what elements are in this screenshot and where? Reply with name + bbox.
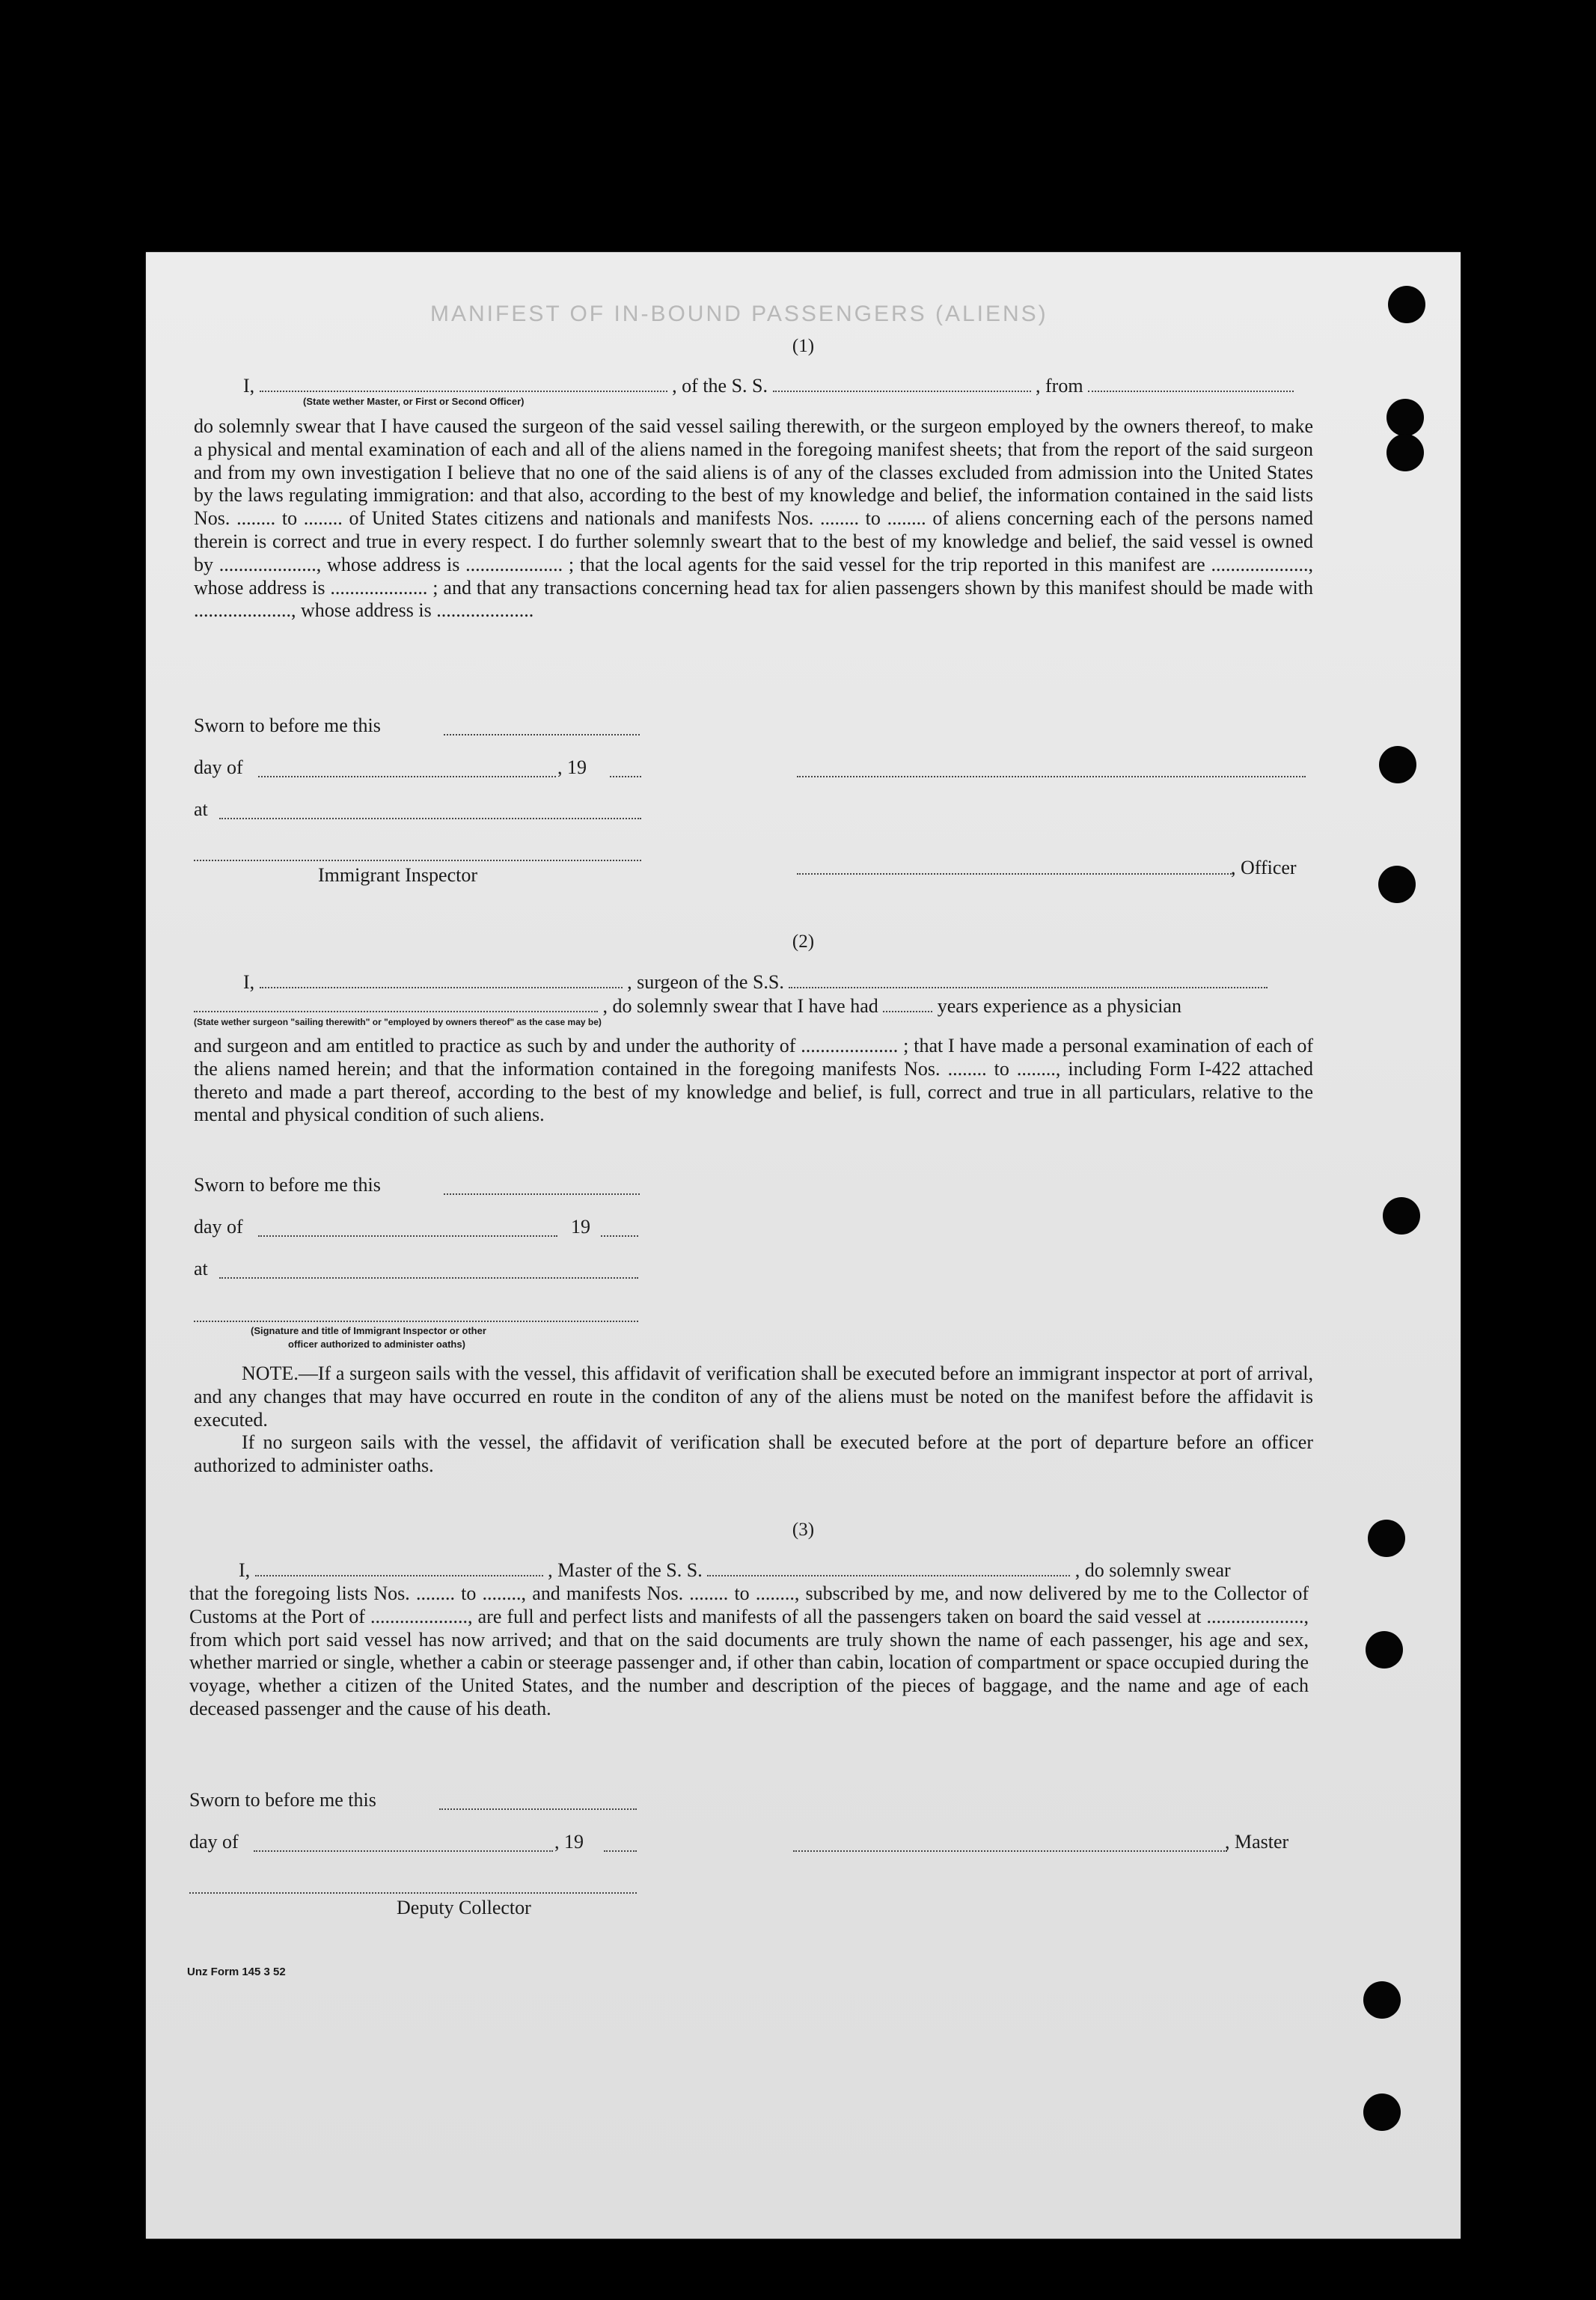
s1-from: , from [1036, 375, 1083, 397]
s3-sworn-label: Sworn to before me this [189, 1789, 376, 1811]
s1-ship-field[interactable] [773, 374, 1031, 392]
section-1-number: (1) [792, 336, 815, 356]
s1-body: do solemnly swear that I have caused the surgeon of the said vessel sailing therewith, or the surgeon employed by the owners thereof, to make a physical and mental examination of each and all of the aliens named in the foregoing manifest sheets; that from the report of the said surgeon and from my own investigation I believe that no one of the said aliens is of any of the classes excluded from admission into the United States by the laws regulating immigration: and that also, according to the best of my knowledge and belief, the information contained in the said lists Nos. ........ to ........ of United States citizens and nationals and manifests Nos. ........ to ........ of aliens concerning each of the persons named therein is correct and true in every respect. I do further solemnly sweart that to the best of my knowledge and belief, the said vessel is owned by ...................., whose address is .................... ; that the local agents for the said vessel for the trip reported in this manifest are ...................., whose address is .................... ; and that any transactions concerning head tax for alien passengers shown by this manifest should be made with ...................., whose address is .................... [194, 415, 1313, 622]
s1-inspector-label: Immigrant Inspector [318, 864, 477, 886]
s2-years: years experience as a physician [937, 995, 1182, 1017]
s3-sworn-field[interactable] [439, 1792, 637, 1810]
s2-sworn-label: Sworn to before me this [194, 1174, 381, 1196]
s1-from-field[interactable] [1088, 374, 1294, 392]
s1-year-label: , 19 [557, 756, 587, 778]
binder-hole-icon [1363, 2093, 1401, 2131]
section-3-number: (3) [792, 1520, 815, 1540]
s2-line1 [243, 970, 1268, 994]
s3-i: I, [239, 1559, 251, 1581]
binder-hole-icon [1368, 1520, 1405, 1557]
s1-at-label: at [194, 798, 208, 820]
s3-line1 [239, 1559, 1231, 1582]
s1-inspector-sig-field[interactable] [194, 843, 641, 861]
s2-ship-field[interactable] [789, 970, 1268, 988]
s2-surgeon-note: (State wether surgeon "sailing therewith" or "employed by owners thereof" as the case may be) [194, 1017, 602, 1027]
s3-body: that the foregoing lists Nos. ........ to ........, and manifests Nos. ........ to ........, subscribed by me, and now delivered by me to the Collector of Customs at the Port of ...................., are full and perfect lists and manifests of all the passengers taken on board the said vessel at ...................., from which port said vessel has now arrived; and that on the said documents are truly shown the name of each passenger, his age and sex, whether married or single, whether a cabin or steerage passenger and, if other than cabin, location of compartment or space occupied during the voyage, whether a citizen of the United States, and the number and description of the pieces of baggage, and the name and age of each deceased passenger and the cause of his death. [189, 1582, 1309, 1719]
s2-year-field[interactable] [601, 1219, 638, 1237]
s2-sig-note-2: officer authorized to administer oaths) [288, 1339, 465, 1350]
s3-master-of: , Master of the S. S. [548, 1559, 703, 1581]
s2-years-field[interactable] [883, 994, 932, 1012]
s2-at-field[interactable] [219, 1261, 638, 1279]
s1-line1 [243, 374, 1294, 397]
section-2-number: (2) [792, 932, 815, 952]
s2-body: and surgeon and am entitled to practice as such by and under the authority of .................... ; that I have made a personal examination of each of the aliens named herein; and that the information contained in the foregoing manifests Nos. ........ to ........, including Form I-422 attached thereto and made a part thereof, according to the best of my knowledge and belief, is full, correct and true in all particulars, relative to the mental and physical condition of such aliens. [194, 1035, 1313, 1126]
s3-year-field[interactable] [604, 1834, 637, 1852]
s3-ship-field[interactable] [707, 1559, 1070, 1576]
s2-surgeon-of: , surgeon of the S.S. [627, 971, 784, 993]
s1-right-field[interactable] [797, 759, 1306, 777]
s3-collector-sig-field[interactable] [189, 1876, 637, 1894]
s1-year-field[interactable] [610, 759, 641, 777]
s2-surgeon-field[interactable] [260, 970, 623, 988]
s2-sig-note-1: (Signature and title of Immigrant Inspector or other [251, 1325, 486, 1336]
binder-hole-icon [1378, 866, 1416, 903]
s3-year-label: , 19 [554, 1831, 584, 1853]
s2-line2 [194, 994, 1181, 1018]
form-number: Unz Form 145 3 52 [187, 1966, 286, 1978]
s1-officer-sig-field[interactable] [797, 857, 1234, 875]
binder-hole-icon [1383, 1197, 1420, 1235]
s2-day-label: day of [194, 1216, 243, 1238]
s2-note-2: If no surgeon sails with the vessel, the affidavit of verification shall be executed before at the port of departure before an officer authorized to administer oaths. [194, 1431, 1313, 1476]
s2-swear: , do solemnly swear that I have had [602, 995, 878, 1017]
binder-hole-icon [1379, 746, 1416, 783]
form-page [146, 252, 1461, 2239]
s2-sailing-field[interactable] [194, 994, 598, 1012]
s1-at-field[interactable] [219, 801, 641, 819]
s3-collector-label: Deputy Collector [397, 1897, 531, 1918]
s1-i: I, [243, 375, 255, 397]
s1-day-label: day of [194, 756, 243, 778]
s2-sig-field[interactable] [194, 1304, 638, 1322]
s1-officer-note: (State wether Master, or First or Second Officer) [303, 396, 525, 407]
s2-day-field[interactable] [258, 1219, 557, 1237]
s1-officer-field[interactable] [260, 374, 667, 392]
s3-master-sig-field[interactable] [793, 1834, 1227, 1852]
binder-hole-icon [1388, 286, 1425, 323]
binder-hole-icon [1386, 399, 1424, 436]
s3-day-label: day of [189, 1831, 239, 1853]
s2-i: I, [243, 971, 255, 993]
s3-swear: , do solemnly swear [1074, 1559, 1231, 1581]
binder-hole-icon [1386, 434, 1424, 471]
binder-hole-icon [1363, 1981, 1401, 2019]
s1-sworn-field[interactable] [444, 718, 640, 735]
s1-sworn-label: Sworn to before me this [194, 715, 381, 736]
s1-of-ss: , of the S. S. [672, 375, 768, 397]
binder-hole-icon [1366, 1631, 1403, 1669]
s3-master-label: , Master [1225, 1831, 1289, 1853]
bleed-through-header: MANIFEST OF IN-BOUND PASSENGERS (ALIENS) [430, 302, 1048, 326]
s2-note-1: NOTE.—If a surgeon sails with the vessel, this affidavit of verification shall be executed before an immigrant inspector at port of arrival, and any changes that may have occurred en route in the conditon of any of the aliens must be noted on the manifest before the affidavit is executed. [194, 1362, 1313, 1431]
s3-day-field[interactable] [254, 1834, 553, 1852]
s3-master-field[interactable] [255, 1559, 543, 1576]
s2-year-label: 19 [571, 1216, 590, 1238]
s2-at-label: at [194, 1258, 208, 1279]
s1-officer-label: , Officer [1231, 857, 1297, 878]
s1-day-field[interactable] [258, 759, 556, 777]
s2-sworn-field[interactable] [444, 1177, 640, 1195]
